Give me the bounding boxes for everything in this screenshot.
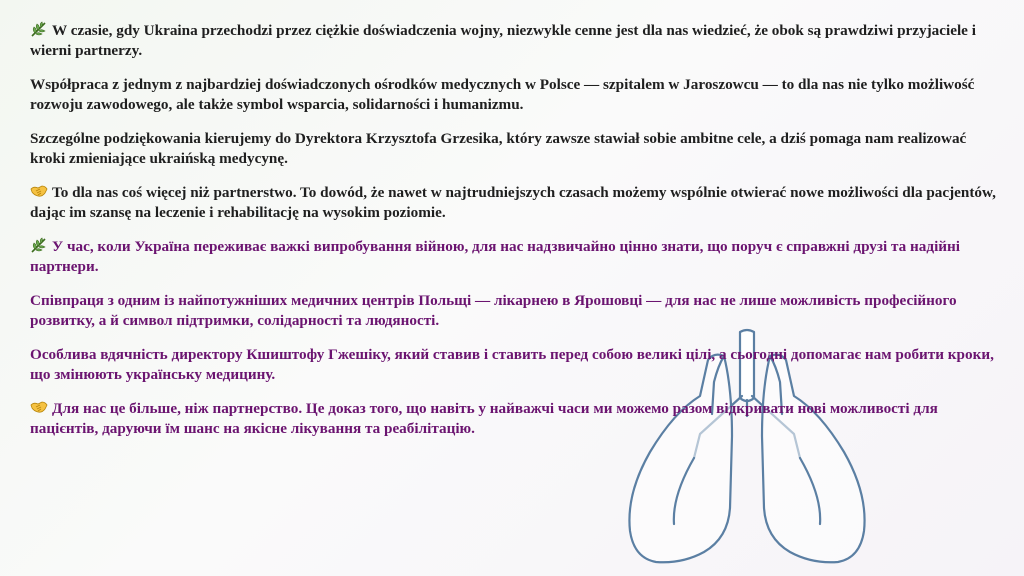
paragraph-pl-1	[30, 21, 1005, 61]
paragraph-text: У час, коли Україна переживає важкі випробування війною, для нас надзвичайно цінно знати, що поруч є справжні друзі та надійні партнери.	[30, 238, 961, 275]
handshake-icon	[30, 183, 48, 199]
paragraph-pl-3	[30, 129, 1005, 169]
herb-icon	[30, 21, 48, 37]
paragraph-ua-2	[30, 291, 1005, 331]
herb-icon	[30, 237, 48, 253]
paragraph-ua-4	[30, 399, 1005, 439]
handshake-icon	[30, 399, 48, 415]
paragraph-text: Особлива вдячність директору Кшиштофу Гжешіку, який ставив і ставить перед собою великі цілі, а сьогодні допомагає нам робити кроки, що змінюють українську медицину.	[30, 346, 994, 383]
paragraph-ua-3	[30, 345, 1005, 385]
paragraph-text: W czasie, gdy Ukraina przechodzi przez ciężkie doświadczenia wojny, niezwykle cenne jest dla nas wiedzieć, że obok są prawdziwi przyjaciele i wierni partnerzy.	[30, 22, 976, 59]
paragraph-text: Współpraca z jednym z najbardziej doświadczonych ośrodków medycznych w Polsce — szpitalem w Jaroszowcu — to dla nas nie tylko możliwość rozwoju zawodowego, ale także symbol wsparcia, solidarności i humanizmu.	[30, 76, 975, 113]
paragraph-ua-1	[30, 237, 1005, 277]
paragraph-pl-4	[30, 183, 1005, 223]
paragraph-pl-2	[30, 75, 1005, 115]
paragraph-text: To dla nas coś więcej niż partnerstwo. To dowód, że nawet w najtrudniejszych czasach możemy wspólnie otwierać nowe możliwości dla pacjentów, dając im szansę na leczenie i rehabilitację na wysokim poziomie.	[30, 184, 996, 221]
paragraph-text: Співпраця з одним із найпотужніших медичних центрів Польщі — лікарнею в Ярошовці — для нас не лише можливість професійного розвитку, а й символ підтримки, солідарності та людяності.	[30, 292, 957, 329]
paragraph-text: Для нас це більше, ніж партнерство. Це доказ того, що навіть у найважчі часи ми можемо разом відкривати нові можливості для пацієнтів, даруючи їм шанс на якісне лікування та реабілітацію.	[30, 400, 938, 437]
text-content	[30, 21, 1005, 453]
paragraph-text: Szczególne podziękowania kierujemy do Dyrektora Krzysztofa Grzesika, który zawsze stawiał sobie ambitne cele, a dziś pomaga nam realizować kroki zmieniające ukraińską medycynę.	[30, 130, 967, 167]
